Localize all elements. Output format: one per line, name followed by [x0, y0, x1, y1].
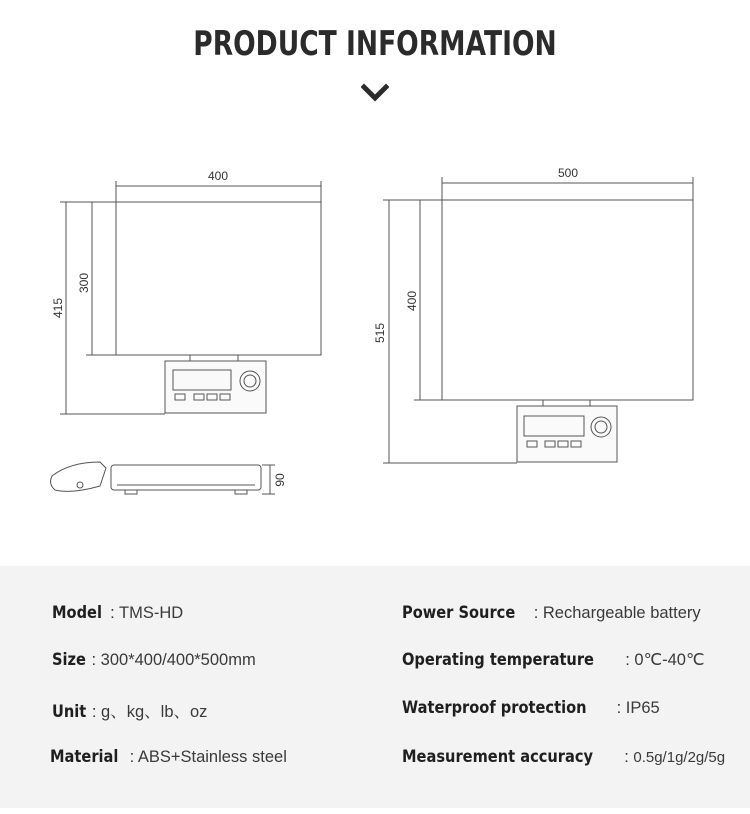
dim-left-width: 400	[207, 169, 229, 183]
spec-material: Material : ABS+Stainless steel	[50, 747, 287, 767]
page-title: PRODUCT INFORMATION	[193, 24, 557, 64]
right-indicator	[517, 406, 617, 462]
spec-size: Size : 300*400/400*500mm	[52, 650, 256, 670]
spec-value: ABS+Stainless steel	[137, 748, 287, 766]
spec-measurement-accuracy: Measurement accuracy : 0.5g/1g/2g/5g	[402, 747, 726, 767]
dim-right-height: 515	[373, 322, 387, 344]
left-platform	[116, 202, 321, 355]
spec-operating-temperature: Operating temperature : 0℃-40℃	[402, 650, 705, 670]
dim-right-width: 500	[557, 166, 579, 180]
dim-side-height: 90	[273, 473, 287, 487]
spec-value: IP65	[625, 699, 660, 717]
spec-key: Material	[50, 747, 119, 767]
spec-key: Size	[52, 650, 86, 670]
spec-value: Rechargeable battery	[542, 604, 701, 622]
spec-key: Measurement accuracy	[402, 747, 594, 767]
dimension-drawing	[0, 150, 750, 510]
spec-value: 300*400/400*500mm	[100, 651, 256, 669]
spec-model: Model : TMS-HD	[52, 603, 184, 623]
spec-value: TMS-HD	[119, 604, 184, 622]
spec-key: Waterproof protection	[402, 698, 587, 718]
dim-left-height: 415	[51, 297, 65, 319]
dim-left-depth: 300	[77, 272, 91, 294]
spec-key: Power Source	[402, 603, 516, 623]
spec-panel	[0, 566, 750, 808]
spec-key: Model	[52, 603, 102, 623]
spec-value: g、kg、lb、oz	[101, 703, 208, 721]
spec-waterproof-protection: Waterproof protection : IP65	[402, 698, 660, 718]
spec-key: Unit	[52, 702, 87, 722]
dim-right-depth: 400	[405, 290, 419, 312]
side-view	[51, 462, 275, 494]
spec-key: Operating temperature	[402, 650, 594, 670]
spec-value: 0℃-40℃	[634, 651, 705, 669]
chevron-down-icon	[361, 83, 389, 103]
spec-unit: Unit : g、kg、lb、oz	[52, 702, 208, 722]
left-indicator	[165, 361, 266, 413]
spec-value: 0.5g/1g/2g/5g	[633, 749, 726, 766]
spec-power-source: Power Source : Rechargeable battery	[402, 603, 701, 623]
right-platform	[442, 200, 693, 400]
